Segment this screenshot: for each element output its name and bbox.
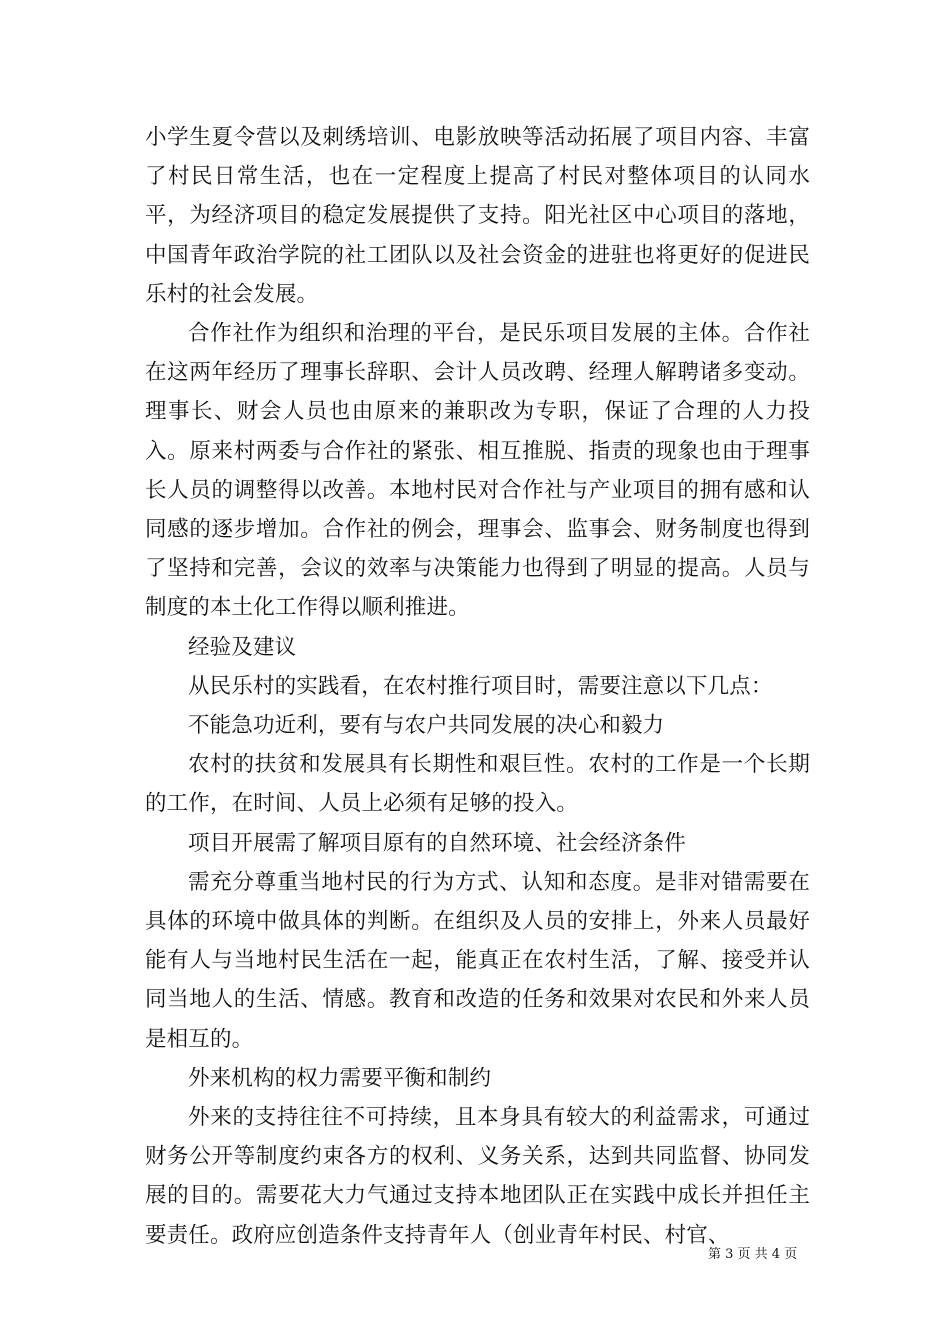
page-number-footer: 第 3 页 共 4 页 bbox=[708, 1247, 798, 1262]
paragraph-external-power: 外来的支持往往不可持续，且本身具有较大的利益需求，可通过财务公开等制度约束各方的权利、义务关系，达到共同监督、协同发展的目的。需要花大力气通过支持本地团队正在实践中成长并担任主要责任。政府应创造条件支持青年人（创业青年村民、村官、 bbox=[145, 1105, 810, 1248]
subheading-environment: 项目开展需了解项目原有的自然环境、社会经济条件 bbox=[188, 830, 686, 856]
document-body bbox=[145, 118, 810, 1255]
paragraph-continued: 小学生夏令营以及刺绣培训、电影放映等活动拓展了项目内容、丰富了村民日常生活，也在一定程度上提高了村民对整体项目的认同水平，为经济项目的稳定发展提供了支持。阳光社区中心项目的落地，中国青年政治学院的社工团队以及社会资金的进驻也将更好的促进民乐村的社会发展。 bbox=[145, 125, 810, 307]
subheading-long-term: 不能急功近利，要有与农户共同发展的决心和毅力 bbox=[188, 713, 665, 739]
paragraph-cooperative: 合作社作为组织和治理的平台，是民乐项目发展的主体。合作社在这两年经历了理事长辞职、会计人员改聘、经理人解聘诸多变动。理事长、财会人员也由原来的兼职改为专职，保证了合理的人力投入。原来村两委与合作社的紧张、相互推脱、指责的现象也由于理事长人员的调整得以改善。本地村民对合作社与产业项目的拥有感和认同感的逐步增加。合作社的例会，理事会、监事会、财务制度也得到了坚持和完善，会议的效率与决策能力也得到了明显的提高。人员与制度的本土化工作得以顺利推进。 bbox=[145, 321, 810, 621]
section-heading-experience: 经验及建议 bbox=[188, 634, 297, 660]
subheading-external-power: 外来机构的权力需要平衡和制约 bbox=[188, 1065, 492, 1091]
paragraph-intro-points: 从民乐村的实践看，在农村推行项目时，需要注意以下几点： bbox=[188, 673, 773, 699]
paragraph-environment: 需充分尊重当地村民的行为方式、认知和态度。是非对错需要在具体的环境中做具体的判断。在组织及人员的安排上，外来人员最好能有人与当地村民生活在一起，能真正在农村生活，了解、接受并认同当地人的生活、情感。教育和改造的任务和效果对农民和外来人员是相互的。 bbox=[145, 869, 810, 1052]
paragraph-long-term: 农村的扶贫和发展具有长期性和艰巨性。农村的工作是一个长期的工作，在时间、人员上必须有足够的投入。 bbox=[145, 752, 810, 817]
